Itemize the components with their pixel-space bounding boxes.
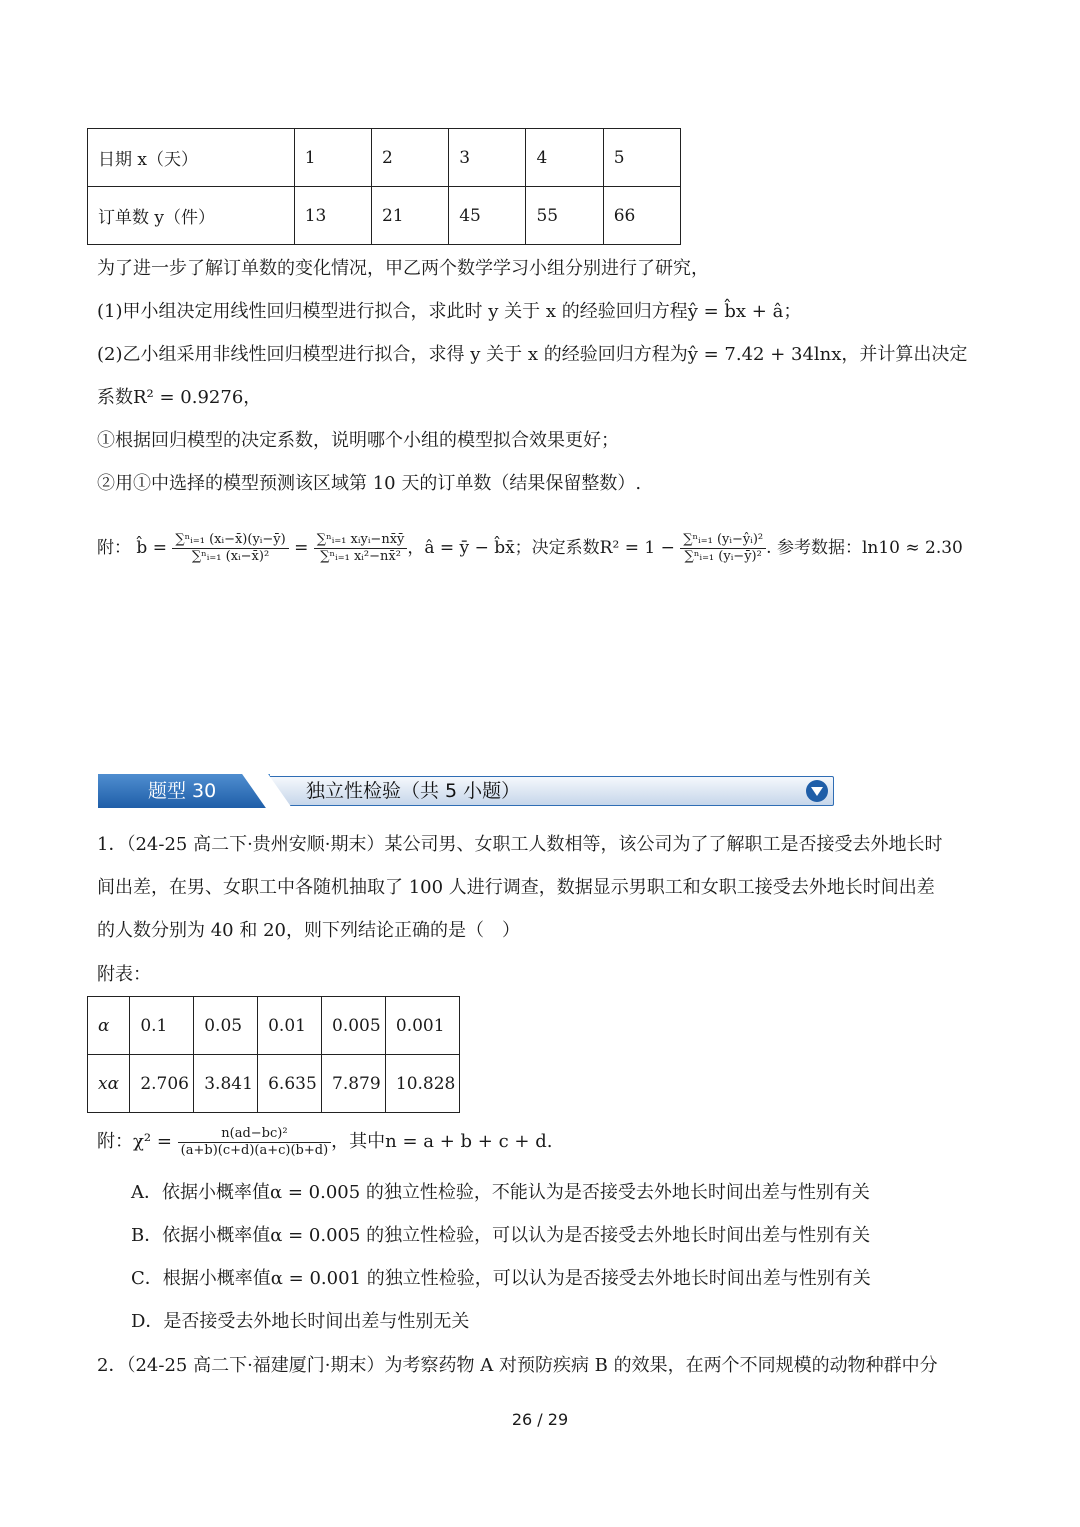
fraction-2	[314, 532, 408, 565]
fraction-3	[680, 532, 766, 565]
table-cell: 0.001	[385, 997, 459, 1055]
fraction-2-denominator: ∑ⁿᵢ₌₁ xᵢ²−nx̄²	[320, 549, 401, 564]
fraction-1-denominator: ∑ⁿᵢ₌₁ (xᵢ−x̄)²	[191, 549, 270, 564]
appendix-formula: 附： b̂ = $\frac{\text{∑ⁿᵢ₌₁ (xᵢ−x̄)(yᵢ−ȳ)}}{\text{∑ⁿᵢ₌₁ (xᵢ−x̄)²}}$ = $\frac{\text{∑ⁿᵢ₌₁ xᵢyᵢ−nx̄ȳ}}{\text{∑ⁿᵢ₌₁ xᵢ²−nx̄²}}$ ，â = ȳ − b̂x̄；决定系数R² = 1 − $\frac{\text{∑ⁿᵢ₌₁ (yᵢ−ŷᵢ)²}}{\text{∑ⁿᵢ₌₁ (yᵢ−ȳ)²}}$ . 参考数据：ln10 ≈ 2.30	[97, 532, 963, 564]
fraction-1	[172, 532, 288, 565]
critical-value-table	[87, 996, 460, 1113]
a-hat-formula: ，â = ȳ − b̂x̄；决定系数R² = 1 −	[407, 538, 675, 558]
question-2-formula: ŷ = 7.42 + 34lnx	[687, 344, 842, 365]
b-hat-label: b̂ =	[136, 538, 167, 558]
chi-appendix-label: 附：	[97, 1131, 133, 1152]
option-a[interactable]: A．依据小概率值α = 0.005 的独立性检验，不能认为是否接受去外地长时间出差与性别有关	[131, 1182, 870, 1203]
page-number: 26 / 29	[511, 1410, 569, 1429]
table-cell: 5	[603, 129, 680, 187]
chi-square-formula	[97, 1120, 552, 1164]
question-2-suffix: ，并计算出决定	[841, 344, 968, 365]
chi-lhs: χ² =	[133, 1131, 172, 1152]
chi-rest: ，其中n = a + b + c + d.	[331, 1131, 553, 1152]
chi-numerator: n(ad−bc)²	[178, 1126, 332, 1143]
section-banner	[98, 774, 836, 808]
table-cell: 6.635	[258, 1055, 322, 1113]
problem-1-line-1: 1．（24-25 高二下·贵州安顺·期末）某公司男、女职工人数相等，该公司为了了解职工是否接受去外地长时	[97, 834, 943, 855]
table-header-cell: xα	[88, 1055, 130, 1113]
fraction-3-numerator: ∑ⁿᵢ₌₁ (yᵢ−ŷᵢ)²	[680, 532, 766, 549]
intro-text: 为了进一步了解订单数的变化情况，甲乙两个数学学习小组分别进行了研究，	[97, 258, 709, 279]
fraction-3-denominator: ∑ⁿᵢ₌₁ (yᵢ−ȳ)²	[684, 549, 762, 564]
table-cell: 4	[526, 129, 603, 187]
sub-question-2: ②用①中选择的模型预测该区域第 10 天的订单数（结果保留整数）.	[97, 473, 642, 494]
appendix-table-label: 附表：	[97, 964, 151, 985]
table-cell: 0.01	[258, 997, 322, 1055]
option-d[interactable]: D．是否接受去外地长时间出差与性别无关	[131, 1311, 470, 1332]
question-2	[97, 342, 967, 368]
table-cell: 0.05	[194, 997, 258, 1055]
table-cell: 66	[603, 187, 680, 245]
r-squared-formula: R² = 0.9276，	[133, 387, 262, 408]
chi-fraction	[178, 1126, 332, 1159]
fraction-1-numerator: ∑ⁿᵢ₌₁ (xᵢ−x̄)(yᵢ−ȳ)	[172, 532, 288, 549]
table-cell: 13	[294, 187, 371, 245]
appendix-label: 附：	[97, 538, 131, 558]
option-b[interactable]: B．依据小概率值α = 0.005 的独立性检验，可以认为是否接受去外地长时间出差与性别有关	[131, 1225, 871, 1246]
question-2-text: (2)乙小组采用非线性回归模型进行拟合，求得 y 关于 x 的经验回归方程为	[97, 344, 688, 365]
table-header-cell: 订单数 y（件）	[88, 187, 295, 245]
table-header-cell: α	[88, 997, 130, 1055]
fraction-2-numerator: ∑ⁿᵢ₌₁ xᵢyᵢ−nx̄ȳ	[314, 532, 408, 549]
banner-tag: 题型 30	[98, 774, 270, 808]
sub-question-1: ①根据回归模型的决定系数，说明哪个小组的模型拟合效果更好；	[97, 430, 619, 451]
table-cell: 21	[371, 187, 448, 245]
table-cell: 10.828	[385, 1055, 459, 1113]
chi-denominator: (a+b)(c+d)(a+c)(b+d)	[180, 1142, 329, 1158]
banner-title: 独立性检验（共 5 小题）	[306, 780, 521, 802]
table-cell: 3	[449, 129, 526, 187]
option-c[interactable]: C．根据小概率值α = 0.001 的独立性检验，可以认为是否接受去外地长时间出差与性别有关	[131, 1268, 871, 1289]
table-cell: 3.841	[194, 1055, 258, 1113]
question-2-line2-text: 系数	[97, 387, 133, 408]
reference-data: . 参考数据：ln10 ≈ 2.30	[766, 538, 963, 558]
problem-1-line-2: 间出差，在男、女职工中各随机抽取了 100 人进行调查，数据显示男职工和女职工接受去外地长时间出差	[97, 877, 935, 898]
question-1	[97, 299, 801, 325]
table-cell: 45	[449, 187, 526, 245]
table-cell: 0.005	[322, 997, 386, 1055]
table-header-cell: 日期 x（天）	[88, 129, 295, 187]
table-cell: 1	[294, 129, 371, 187]
question-2-line2	[97, 385, 261, 411]
question-1-formula: ŷ = b̂x + â；	[687, 301, 802, 322]
chevron-down-icon[interactable]	[806, 780, 828, 802]
table-cell: 55	[526, 187, 603, 245]
question-1-text: (1)甲小组决定用线性回归模型进行拟合，求此时 y 关于 x 的经验回归方程	[97, 301, 688, 322]
table-cell: 2.706	[130, 1055, 194, 1113]
problem-2-line-1: 2．（24-25 高二下·福建厦门·期末）为考察药物 A 对预防疾病 B 的效果，在两个不同规模的动物种群中分	[97, 1355, 938, 1376]
table-cell: 0.1	[130, 997, 194, 1055]
problem-1-line-3: 的人数分别为 40 和 20，则下列结论正确的是（ ）	[97, 920, 520, 941]
table-cell: 7.879	[322, 1055, 386, 1113]
orders-table	[87, 128, 681, 245]
table-cell: 2	[371, 129, 448, 187]
